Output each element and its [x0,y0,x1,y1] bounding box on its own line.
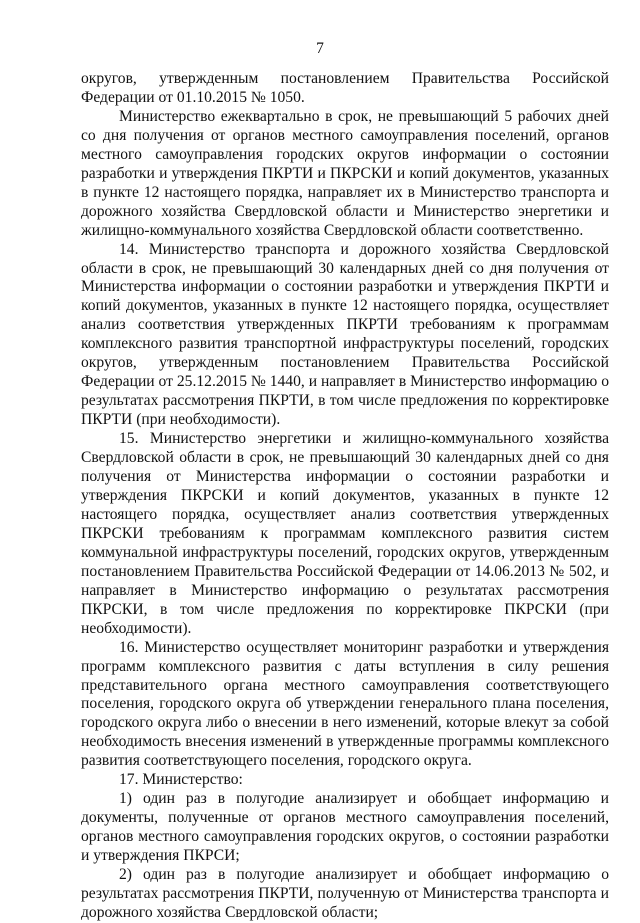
page-number: 7 [316,40,324,57]
list-item: 2) один раз в полугодие анализирует и обобщает информацию о результатах рассмотрения ПКРТИ, полученную от Министерства транспорта и дорожного хозяйства Свердловской области; [81,866,609,921]
paragraph: округов, утвержденным постановлением Правительства Российской Федерации от 01.10.2015 № 1050. [81,70,609,106]
paragraph-item-14: 14. Министерство транспорта и дорожного хозяйства Свердловской области в срок, не превышающий 30 календарных дней со дня получения от Министерства информации о состоянии разработки и утверждения ПКРТИ и копий документов, указанных в пункте 12 настоящего порядка, осуществляет анализ соответствия утвержденных ПКРТИ требованиям к программам комплексного развития транспортной инфраструктуры поселений, городских округов, утвержденным постановлением Правительства Российской Федерации от 25.12.2015 № 1440, и направляет в Министерство информацию о результатах рассмотрения ПКРТИ, в том числе предложения по корректировке ПКРТИ (при необходимости). [81,240,609,429]
paragraph-item-15: 15. Министерство энергетики и жилищно-коммунального хозяйства Свердловской области в срок, не превышающий 30 календарных дней со дня получения от Министерства информации о состоянии разработки и утверждения ПКРСКИ и копий документов, указанных в пункте 12 настоящего порядка, осуществляет анализ соответствия утвержденных ПКРСКИ требованиям к программам комплексного развития систем коммунальной инфраструктуры поселений, городских округов, утвержденным постановлением Правительства Российской Федерации от 14.06.2013 № 502, и направляет в Министерство информацию о результатах рассмотрения ПКРСКИ, в том числе предложения по корректировке ПКРСКИ (при необходимости). [81,430,609,637]
paragraph-item-17: 17. Министерство: [119,771,243,789]
document-body [81,70,609,923]
paragraph: Министерство ежеквартально в срок, не превышающий 5 рабочих дней со дня получения от органов местного самоуправления поселений, органов местного самоуправления городских округов информации о состоянии разработки и утверждения ПКРТИ и ПКРСКИ и копий документов, указанных в пункте 12 настоящего порядка, направляет их в Министерство транспорта и дорожного хозяйства Свердловской области и Министерство энергетики и жилищно-коммунального хозяйства Свердловской области соответственно. [81,107,609,239]
list-item: 1) один раз в полугодие анализирует и обобщает информацию и документы, полученные от органов местного самоуправления поселений, органов местного самоуправления городских округов, о состоянии разработки и утверждения ПКРСИ; [81,790,609,865]
paragraph-item-16: 16. Министерство осуществляет мониторинг разработки и утверждения программ комплексного развития с даты вступления в силу решения представительного органа местного самоуправления соответствующего поселения, городского округа об утверждении генерального плана поселения, городского округа либо о внесении в него изменений, которые влекут за собой необходимость внесения изменений в утвержденные программы комплексного развития соответствующего поселения, городского округа. [81,638,609,770]
